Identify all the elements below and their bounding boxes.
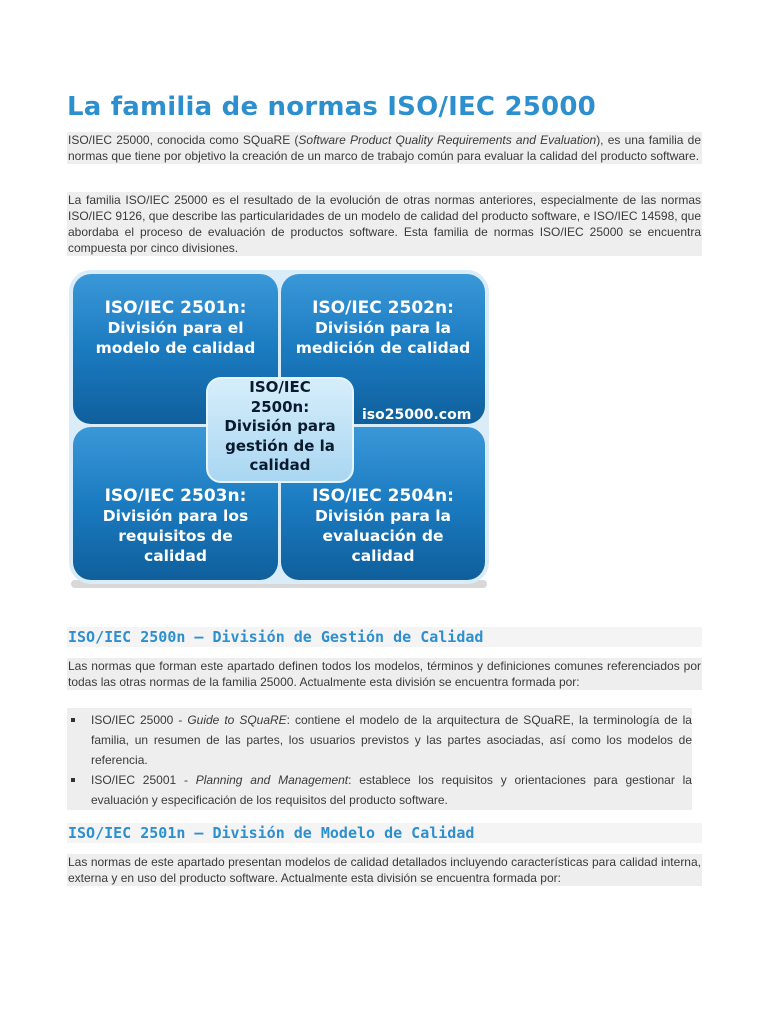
section2-paragraph: Las normas de este apartado presentan modelos de calidad detallados incluyendo características para calidad interna, externa y en uso del producto software. Actualmente esta división se encuentra formada por: [68, 855, 701, 885]
quadrant-2502n: ISO/IEC 2502n: División para la medición de calidad [295, 298, 471, 357]
quadrant-2501n: ISO/IEC 2501n: División para el modelo de calidad [95, 298, 256, 357]
list-item: ISO/IEC 25001 - Planning and Management: establece los requisitos y orientaciones para gestionar la evaluación y especificación de los requisitos del producto software. [67, 770, 692, 810]
intro-paragraph-2: La familia ISO/IEC 25000 es el resultado de la evolución de otras normas anteriores, especialmente de las normas ISO/IEC 9126, que describe las particularidades de un modelo de calidad del producto software, e ISO/IEC 14598, que abordaba el proceso de evaluación de productos software. Esta familia de normas ISO/IEC 25000 se encuentra compuesta por cinco divisiones. [68, 193, 701, 255]
page-title: La familia de normas ISO/IEC 25000 [67, 92, 596, 122]
section-heading-2501n: ISO/IEC 2501n – División de Modelo de Calidad [67, 823, 702, 843]
center-division-2500n: ISO/IEC 2500n: División para gestión de la calidad [224, 378, 336, 474]
watermark-text: iso25000.com [362, 407, 472, 423]
quadrant-2504n: ISO/IEC 2504n: División para la evaluación de calidad [312, 486, 454, 565]
intro-italic-term: Software Product Quality Requirements and Evaluation [298, 133, 597, 147]
quadrant-2503n: ISO/IEC 2503n: División para los requisitos de calidad [102, 486, 249, 565]
iso25000-divisions-diagram [67, 268, 491, 590]
section-heading-2500n: ISO/IEC 2500n – División de Gestión de Calidad [67, 627, 702, 647]
bullet-square-icon [71, 718, 75, 722]
bullet-square-icon [71, 778, 75, 782]
list-item: ISO/IEC 25000 - Guide to SQuaRE: contiene el modelo de la arquitectura de SQuaRE, la terminología de la familia, un resumen de las partes, los usuarios previstos y las partes asociadas, así como los modelos de referencia. [67, 710, 692, 770]
intro-paragraph-1: ISO/IEC 25000, conocida como SQuaRE (Software Product Quality Requirements and Evaluation), es una familia de normas que tiene por objetivo la creación de un marco de trabajo común para evaluar la calidad del producto software. [68, 133, 701, 163]
section1-list [67, 708, 692, 810]
section1-paragraph: Las normas que forman este apartado definen todos los modelos, términos y definiciones comunes referenciados por todas las otras normas de la familia 25000. Actualmente esta división se encuentra formada por: [68, 659, 701, 689]
